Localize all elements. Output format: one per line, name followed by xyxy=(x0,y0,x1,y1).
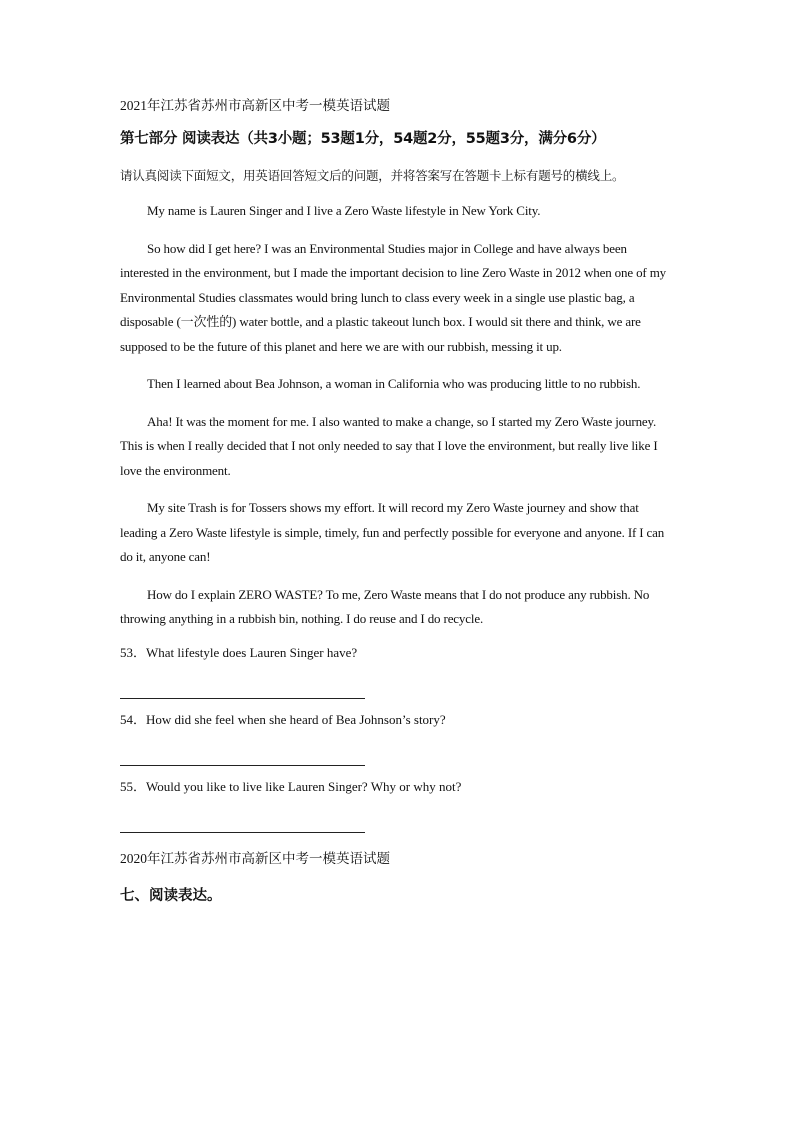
question-53: 53．What lifestyle does Lauren Singer have? xyxy=(120,644,358,660)
section-heading-2: 七、阅读表达。 xyxy=(120,887,222,904)
source-title-2020: 2020年江苏省苏州市高新区中考一模英语试题 xyxy=(120,850,390,866)
passage-paragraph-4: Aha! It was the moment for me. I also wanted to make a change, so I started my Zero Waste journey. This is when I really decided that I not only needed to say that I love the environment, but really live like I love the environment. xyxy=(120,413,658,478)
answer-line-55[interactable] xyxy=(120,832,365,833)
passage-paragraph-2: So how did I get here? I was an Environmental Studies major in College and have always been interested in the environment, but I made the important decision to line Zero Waste in 2012 when one of my Environmental Studies classmates would bring lunch to class every week in a single use plastic bag, a disposable (一次性的) water bottle, and a plastic takeout lunch box. I would sit there and think, we are supposed to be the future of this planet and here we are with our rubbish, messing it up. xyxy=(120,240,667,354)
question-54: 54．How did she feel when she heard of Bea Johnson’s story? xyxy=(120,711,446,727)
answer-line-53[interactable] xyxy=(120,698,365,699)
passage-paragraph-6: How do I explain ZERO WASTE? To me, Zero Waste means that I do not produce any rubbish. No throwing anything in a rubbish bin, nothing. I do reuse and I do recycle. xyxy=(120,586,650,626)
question-55: 55．Would you like to live like Lauren Singer? Why or why not? xyxy=(120,778,462,794)
passage-paragraph-3: Then I learned about Bea Johnson, a woman in California who was producing little to no rubbish. xyxy=(147,376,641,391)
passage-paragraph-5: My site Trash is for Tossers shows my effort. It will record my Zero Waste journey and show that leading a Zero Waste lifestyle is simple, timely, fun and perfectly possible for everyone and anyone. If I can do it, anyone can! xyxy=(120,500,665,564)
source-title-2021: 2021年江苏省苏州市高新区中考一模英语试题 xyxy=(120,98,390,113)
instruction-text: 请认真阅读下面短文，用英语回答短文后的问题，并将答案写在答题卡上标有题号的横线上。 xyxy=(120,168,625,183)
document-page xyxy=(120,96,676,907)
section-heading: 第七部分 阅读表达（共3小题；53题1分，54题2分，55题3分，满分6分） xyxy=(120,131,606,147)
answer-line-54[interactable] xyxy=(120,765,365,766)
passage-paragraph-1: My name is Lauren Singer and I live a Zero Waste lifestyle in New York City. xyxy=(147,203,541,218)
